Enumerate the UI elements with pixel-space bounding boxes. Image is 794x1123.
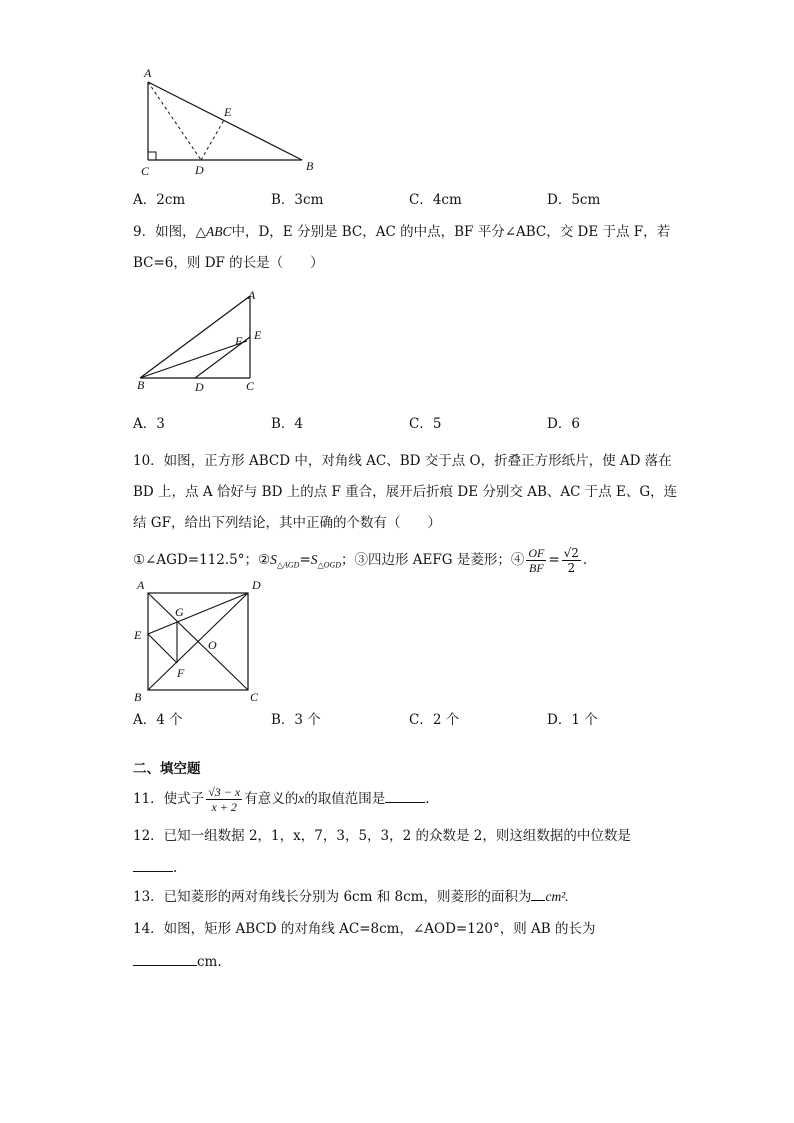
q9-option-c[interactable]: C．5 [409,416,442,432]
q10-figure [130,577,270,705]
q10-option-b[interactable]: B．3 个 [271,712,321,728]
q13-stem: 13．已知菱形的两对角线长分别为 6cm 和 8cm，则菱形的面积为 cm². [133,889,569,905]
q13-answer-blank[interactable] [531,888,545,901]
q14-stem-line2: cm. [133,953,222,971]
q10-option-d[interactable]: D．1 个 [547,712,598,728]
q10-label-f: F [177,666,185,680]
q10-option-a[interactable]: A．4 个 [133,712,183,728]
q14-stem-line1: 14．如图，矩形 ABCD 的对角线 AC=8cm，∠AOD=120°，则 AB 的长为 [133,921,596,937]
q9-option-a[interactable]: A．3 [133,416,165,432]
q10-fraction-of-bf: $\frac{OF}{BF}$ [528,546,545,575]
q10-label-b: B [134,690,142,704]
q10-fraction-root2: $\frac{√2}{2}$ [563,546,579,575]
q10-stem-line1: 10．如图，正方形 ABCD 中，对角线 AC、BD 交于点 O，折叠正方形纸片，使 AD 落在 [133,453,672,469]
q9-option-d[interactable]: D．6 [547,416,580,432]
q10-label-o: O [208,638,217,652]
q12-answer-blank[interactable] [133,859,173,872]
q11-fraction: $\frac{√3 - x}{x + 2}$ [208,785,241,814]
q8-label-c: C [141,164,150,178]
q8-label-e: E [224,105,232,119]
q9-label-e: E [254,328,262,342]
q10-label-g: G [175,605,184,619]
q9-label-d: D [195,380,204,394]
q9-label-a: A [248,288,256,302]
q8-label-b: B [306,159,314,173]
q9-stem-line2: BC=6，则 DF 的长是（ ） [133,255,324,271]
q11-answer-blank[interactable] [385,790,425,803]
q11-stem: 11．使式子 $\frac{√3 - x}{x + 2}$ 有意义的x的取值范围是 . [133,785,430,814]
q14-answer-blank[interactable] [133,953,197,966]
q9-stem-line1: 9．如图，△ABC中，D，E 分别是 BC，AC 的中点，BF 平分∠ABC，交 DE 于点 F，若 [133,224,671,240]
q8-label-d: D [195,163,204,177]
q9-figure [130,283,280,395]
q10-label-a: A [137,578,145,592]
q8-label-a: A [144,66,152,80]
q9-option-b[interactable]: B．4 [271,416,304,432]
q9-label-c: C [246,379,255,393]
q8-option-d[interactable]: D．5cm [547,192,601,208]
q10-conclusions: ①∠AGD=112.5°；$②S_{\triangle AGD}=S_{\triangle OGD}$；③四边形 AEFG 是菱形；④ $\frac{OF}{BF}$ = $\frac{√2}{2}$ . [133,546,588,575]
q9-label-f: F [235,334,243,348]
q12-stem-line1: 12．已知一组数据 2，1，x，7，3，5，3，2 的众数是 2，则这组数据的中位数是 [133,828,631,844]
q8-option-b[interactable]: B．3cm [271,192,324,208]
q10-stem-line2: BD 上，点 A 恰好与 BD 上的点 F 重合，展开后折痕 DE 分别交 AB、AC 于点 E、G，连 [133,484,678,500]
q9-label-b: B [137,378,145,392]
q10-label-d: D [252,578,261,592]
q10-option-c[interactable]: C．2 个 [409,712,460,728]
q8-option-c[interactable]: C．4cm [409,192,462,208]
q10-label-c: C [250,690,259,704]
section-fill-in-blank-title: 二、填空题 [133,761,201,777]
q10-label-e: E [134,628,142,642]
q8-figure [135,62,325,180]
q8-option-a[interactable]: A．2cm [133,192,186,208]
q12-stem-line2: . [133,859,177,877]
q10-stem-line3: 结 GF，给出下列结论，其中正确的个数有（ ） [133,515,441,531]
